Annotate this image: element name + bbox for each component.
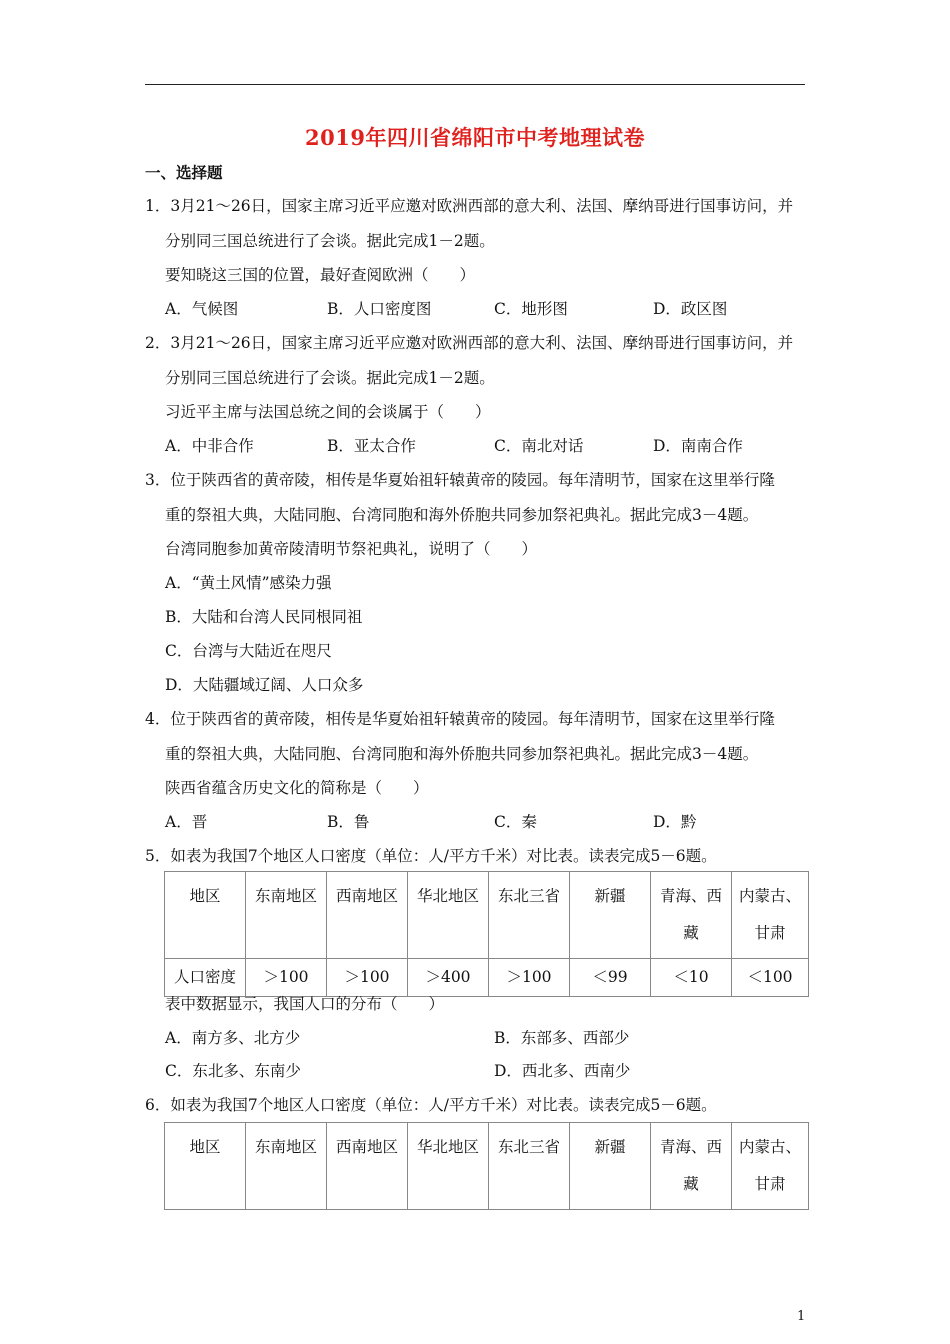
q2-stem-line1: 2．3月21～26日，国家主席习近平应邀对欧洲西部的意大利、法国、摩纳哥进行国事访问，并	[145, 334, 794, 352]
q4-option-a: A．晋	[165, 813, 208, 831]
q3-option-d: D．大陆疆域辽阔、人口众多	[165, 676, 364, 694]
q1-option-d: D．政区图	[653, 300, 728, 318]
header-rule	[145, 84, 805, 85]
table-header-cell: 地区	[165, 872, 246, 959]
table-header-cell: 东南地区	[246, 1123, 327, 1210]
table-header-cell: 青海、西藏	[651, 1123, 732, 1210]
q2-option-a: A．中非合作	[165, 437, 254, 455]
q3-option-b: B．大陆和台湾人民同根同祖	[165, 608, 363, 626]
q1-option-b: B．人口密度图	[327, 300, 432, 318]
q1-option-c: C．地形图	[494, 300, 568, 318]
table-header-cell: 华北地区	[408, 1123, 489, 1210]
table-header-row	[165, 1123, 809, 1210]
q1-stem-line1: 1．3月21～26日，国家主席习近平应邀对欧洲西部的意大利、法国、摩纳哥进行国事访问，并	[145, 197, 794, 215]
q3-option-c: C．台湾与大陆近在咫尺	[165, 642, 332, 660]
q2-question: 习近平主席与法国总统之间的会谈属于（ ）	[165, 403, 491, 421]
q5-option-b: B．东部多、西部少	[494, 1029, 630, 1047]
q1-question: 要知晓这三国的位置，最好查阅欧洲（ ）	[165, 266, 476, 284]
table-header-cell: 华北地区	[408, 872, 489, 959]
q6-stem: 6．如表为我国7个地区人口密度（单位：人/平方千米）对比表。读表完成5－6题。	[145, 1096, 717, 1114]
table-header-cell: 内蒙古、甘肃	[732, 872, 809, 959]
q5-density-table	[164, 871, 809, 997]
section-heading: 一、选择题	[145, 163, 223, 182]
table-header-cell: 内蒙古、甘肃	[732, 1123, 809, 1210]
table-cell: ＞400	[408, 959, 489, 997]
page-number: 1	[797, 1309, 806, 1324]
q4-stem-line2: 重的祭祖大典，大陆同胞、台湾同胞和海外侨胞共同参加祭祀典礼。据此完成3－4题。	[165, 745, 759, 763]
table-cell: ＞100	[489, 959, 570, 997]
q2-option-c: C．南北对话	[494, 437, 584, 455]
table-row-label: 人口密度	[165, 959, 246, 997]
q3-stem-line2: 重的祭祖大典，大陆同胞、台湾同胞和海外侨胞共同参加祭祀典礼。据此完成3－4题。	[165, 506, 759, 524]
table-header-cell: 地区	[165, 1123, 246, 1210]
table-cell: ＜99	[570, 959, 651, 997]
q5-stem: 5．如表为我国7个地区人口密度（单位：人/平方千米）对比表。读表完成5－6题。	[145, 847, 717, 865]
table-header-cell: 东北三省	[489, 872, 570, 959]
q3-option-a: A．“黄土风情”感染力强	[165, 574, 332, 592]
table-header-cell: 西南地区	[327, 1123, 408, 1210]
q5-option-d: D．西北多、西南少	[494, 1062, 631, 1080]
q1-stem-line2: 分别同三国总统进行了会谈。据此完成1－2题。	[165, 232, 495, 250]
q5-option-a: A．南方多、北方少	[165, 1029, 301, 1047]
table-cell: ＞100	[327, 959, 408, 997]
table-cell: ＜100	[732, 959, 809, 997]
q4-option-b: B．鲁	[327, 813, 370, 831]
q5-option-c: C．东北多、东南少	[165, 1062, 301, 1080]
q4-option-c: C．秦	[494, 813, 537, 831]
table-header-cell: 新疆	[570, 1123, 651, 1210]
table-cell: ＞100	[246, 959, 327, 997]
q3-question: 台湾同胞参加黄帝陵清明节祭祀典礼，说明了（ ）	[165, 540, 538, 558]
table-header-row	[165, 872, 809, 959]
q3-stem-line1: 3．位于陕西省的黄帝陵，相传是华夏始祖轩辕黄帝的陵园。每年清明节，国家在这里举行隆	[145, 471, 775, 489]
table-header-cell: 东北三省	[489, 1123, 570, 1210]
page-title: 2019年四川省绵阳市中考地理试卷	[305, 125, 645, 150]
table-header-cell: 新疆	[570, 872, 651, 959]
q4-question: 陕西省蕴含历史文化的简称是（ ）	[165, 779, 429, 797]
table-header-cell: 东南地区	[246, 872, 327, 959]
q4-option-d: D．黔	[653, 813, 697, 831]
q2-stem-line2: 分别同三国总统进行了会谈。据此完成1－2题。	[165, 369, 495, 387]
q4-stem-line1: 4．位于陕西省的黄帝陵，相传是华夏始祖轩辕黄帝的陵园。每年清明节，国家在这里举行隆	[145, 710, 775, 728]
q6-density-table	[164, 1122, 809, 1210]
table-header-cell: 西南地区	[327, 872, 408, 959]
table-row	[165, 959, 809, 997]
q2-option-d: D．南南合作	[653, 437, 743, 455]
q5-question: 表中数据显示，我国人口的分布（ ）	[165, 995, 445, 1013]
table-header-cell: 青海、西藏	[651, 872, 732, 959]
table-cell: ＜10	[651, 959, 732, 997]
q1-option-a: A．气候图	[165, 300, 239, 318]
q2-option-b: B．亚太合作	[327, 437, 416, 455]
